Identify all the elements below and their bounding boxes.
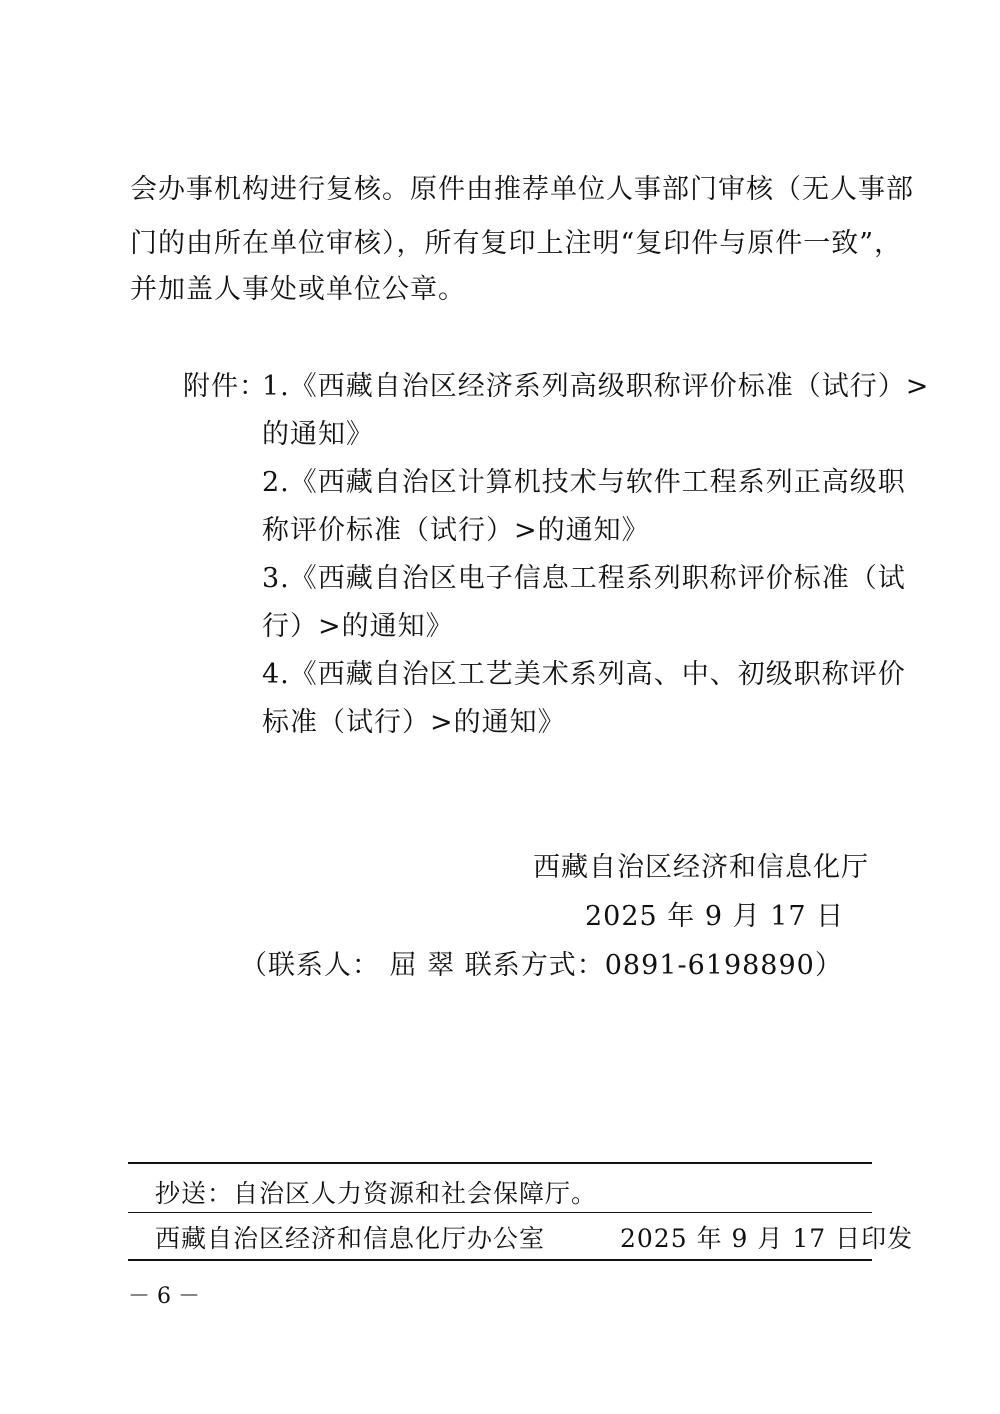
attachment-item-1-line: 的通知》 — [262, 419, 374, 450]
page-number: － 6 － — [128, 1284, 200, 1309]
issuer-name: 西藏自治区经济和信息化厅办公室 — [155, 1224, 546, 1253]
cc-line: 抄送：自治区人力资源和社会保障厅。 — [155, 1179, 598, 1208]
attachment-item-3-line: 3.《西藏自治区电子信息工程系列职称评价标准（试 — [262, 563, 906, 594]
attachment-item-4-line: 标准（试行）>的通知》 — [262, 707, 566, 738]
attachment-item-4-line: 4.《西藏自治区工艺美术系列高、中、初级职称评价 — [262, 659, 906, 690]
contact-info: （联系人： 屈 翠 联系方式：0891-6198890） — [240, 950, 843, 981]
footer-bottom-rule — [128, 1259, 872, 1261]
attachments-label: 附件： — [183, 371, 267, 402]
paragraph-line: 门的由所在单位审核），所有复印上注明“复印件与原件一致”， — [130, 228, 903, 259]
issue-date: 2025 年 9 月 17 日印发 — [620, 1224, 914, 1253]
attachment-item-3-line: 行）>的通知》 — [262, 611, 454, 642]
paragraph-line: 并加盖人事处或单位公章。 — [130, 274, 466, 305]
signature-date: 2025 年 9 月 17 日 — [585, 901, 845, 932]
paragraph-line: 会办事机构进行复核。原件由推荐单位人事部门审核（无人事部 — [130, 174, 914, 205]
attachment-item-2-line: 2.《西藏自治区计算机技术与软件工程系列正高级职 — [262, 467, 906, 498]
signature-organization: 西藏自治区经济和信息化厅 — [533, 852, 869, 883]
footer-middle-rule — [128, 1212, 872, 1213]
attachment-item-1-line: 1.《西藏自治区经济系列高级职称评价标准（试行）> — [262, 371, 930, 402]
footer-top-rule — [128, 1162, 872, 1164]
attachment-item-2-line: 称评价标准（试行）>的通知》 — [262, 515, 650, 546]
